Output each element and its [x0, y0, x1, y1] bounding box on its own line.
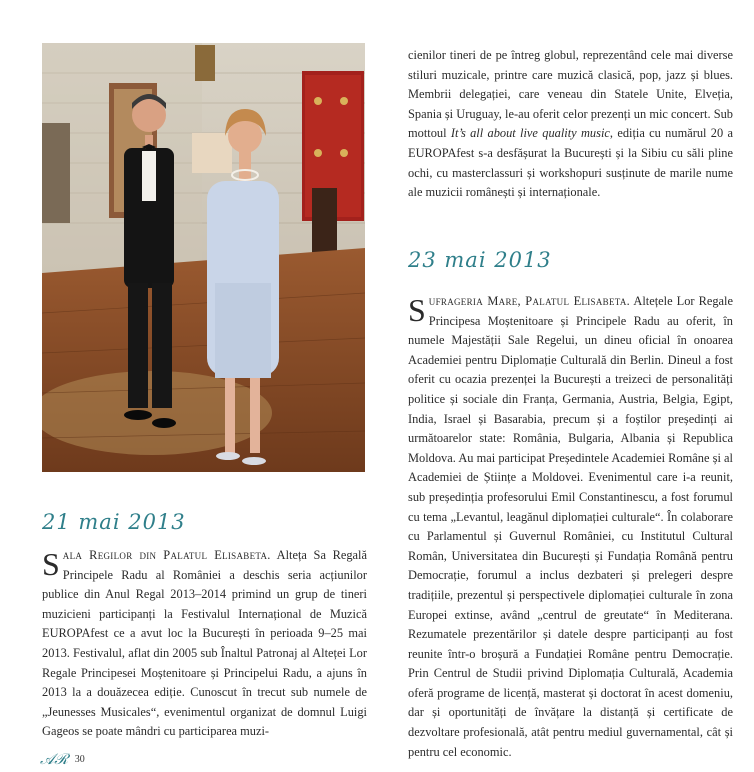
royal-monogram-logo: 𝒜ℛ	[40, 750, 69, 768]
section-23-may-text	[408, 292, 733, 762]
paragraph-body: cienilor tineri de pe întreg globul, reprezentând cele mai diverse stiluri muzicale, printre care muzică clasică, pop, jazz și blues. Membrii delegației, care veneau din Statele Unite, Elveția, Spania și Uruguay, le-au oferit celor prezenți un mic concert. Sub mottoul	[408, 48, 733, 141]
drop-cap: S	[42, 546, 60, 582]
motto: It’s all about live quality music	[450, 126, 610, 141]
page-footer	[40, 750, 85, 768]
paragraph-body-end: , ediția cu numărul 20 a EUROPAfest s-a desfășurat la București și la Sibiu cu săli pline ochi, cu masterclassuri și workshopuri susținute de marile nume ale muzicii românești și internaționale.	[408, 126, 733, 200]
section-21-may-text	[42, 546, 367, 742]
paragraph	[408, 292, 733, 762]
continued-text	[408, 46, 733, 203]
paragraph	[42, 546, 367, 742]
section-date-21-may: 21 mai 2013	[42, 510, 186, 534]
photo-illustration	[42, 43, 365, 472]
paragraph	[408, 46, 733, 203]
drop-cap: S	[408, 292, 426, 328]
paragraph-body: Alteța Sa Regală Principele Radu al României a deschis seria acțiunilor publice din Anul Regal 2013–2014 primind un grup de tineri muzicieni participanți la Festivalul Internațional de Muzică EUROPAfest ce a avut loc la București în perioada 9–25 mai 2013. Festivalul, aflat din 2005 sub Înaltul Patronaj al Alteței Lor Regale Principesei Moștenitoare și Principelui Radu, a ajuns în 2013 la a douăzecea ediție. Cunoscut în trecut sub numele de „Jeunesses Musicales“, evenimentul organizat de domnul Luigi Gageos se poate mândri cu participarea muzi-	[42, 548, 368, 739]
section-date-23-may: 23 mai 2013	[408, 248, 552, 272]
section-lead: ufrageria Mare, Palatul Elisabeta.	[428, 294, 631, 308]
photo-royal-couple	[42, 43, 365, 472]
paragraph-body: Altețele Lor Regale Principesa Moștenitoare și Principele Radu au oferit, în numele Majestății Sale Regelui, un dineu oficial în onoarea Academiei pentru Diplomație Culturală din Berlin. Dineul a fost oferit cu ocazia prezenței la București a treizeci de personalități politice și sociale din Franța, Germania, Austria, Belgia, Egipt, India, Israel și Basarabia, precum și a foștilor președinți ai următoarelor state: România, Bulgaria, Albania și Republica Moldova. Au mai participat Președintele Academiei Române și al Academiei de Științe a Moldovei. Evenimentul care i-a reunit, sub președinția profesorului Emil Constantinescu, a fost forumul cu tema „Levantul, leagănul diplomației culturale“. În colaborare cu Parlamentul și Guvernul României, cu Institutul Cultural Român, Universitatea din București și Fundația Română pentru Democrație, forumul a inclus dezbateri și prelegeri despre tradițiile, prezentul și perspectivele diplomației culturale în zona Europei extinse, având „centrul de greutate“ în Mediterana. Rezumatele prezentărilor și datele despre participanți au fost reunite într-o broșură a Fundației Române pentru Democrație. Prin Centrul de Studii privind Diplomația Culturală, Academia oferă programe de licență, masterat și doctorat în acest domeniu, dar și oportunități de învățare la distanță și certificate de dezvoltare profesională, atât pentru mediul guvernamental, cât și pentru cel economic.	[408, 294, 733, 759]
page-number: 30	[74, 754, 85, 765]
section-lead: ala Regilor din Palatul Elisabeta.	[62, 548, 271, 562]
